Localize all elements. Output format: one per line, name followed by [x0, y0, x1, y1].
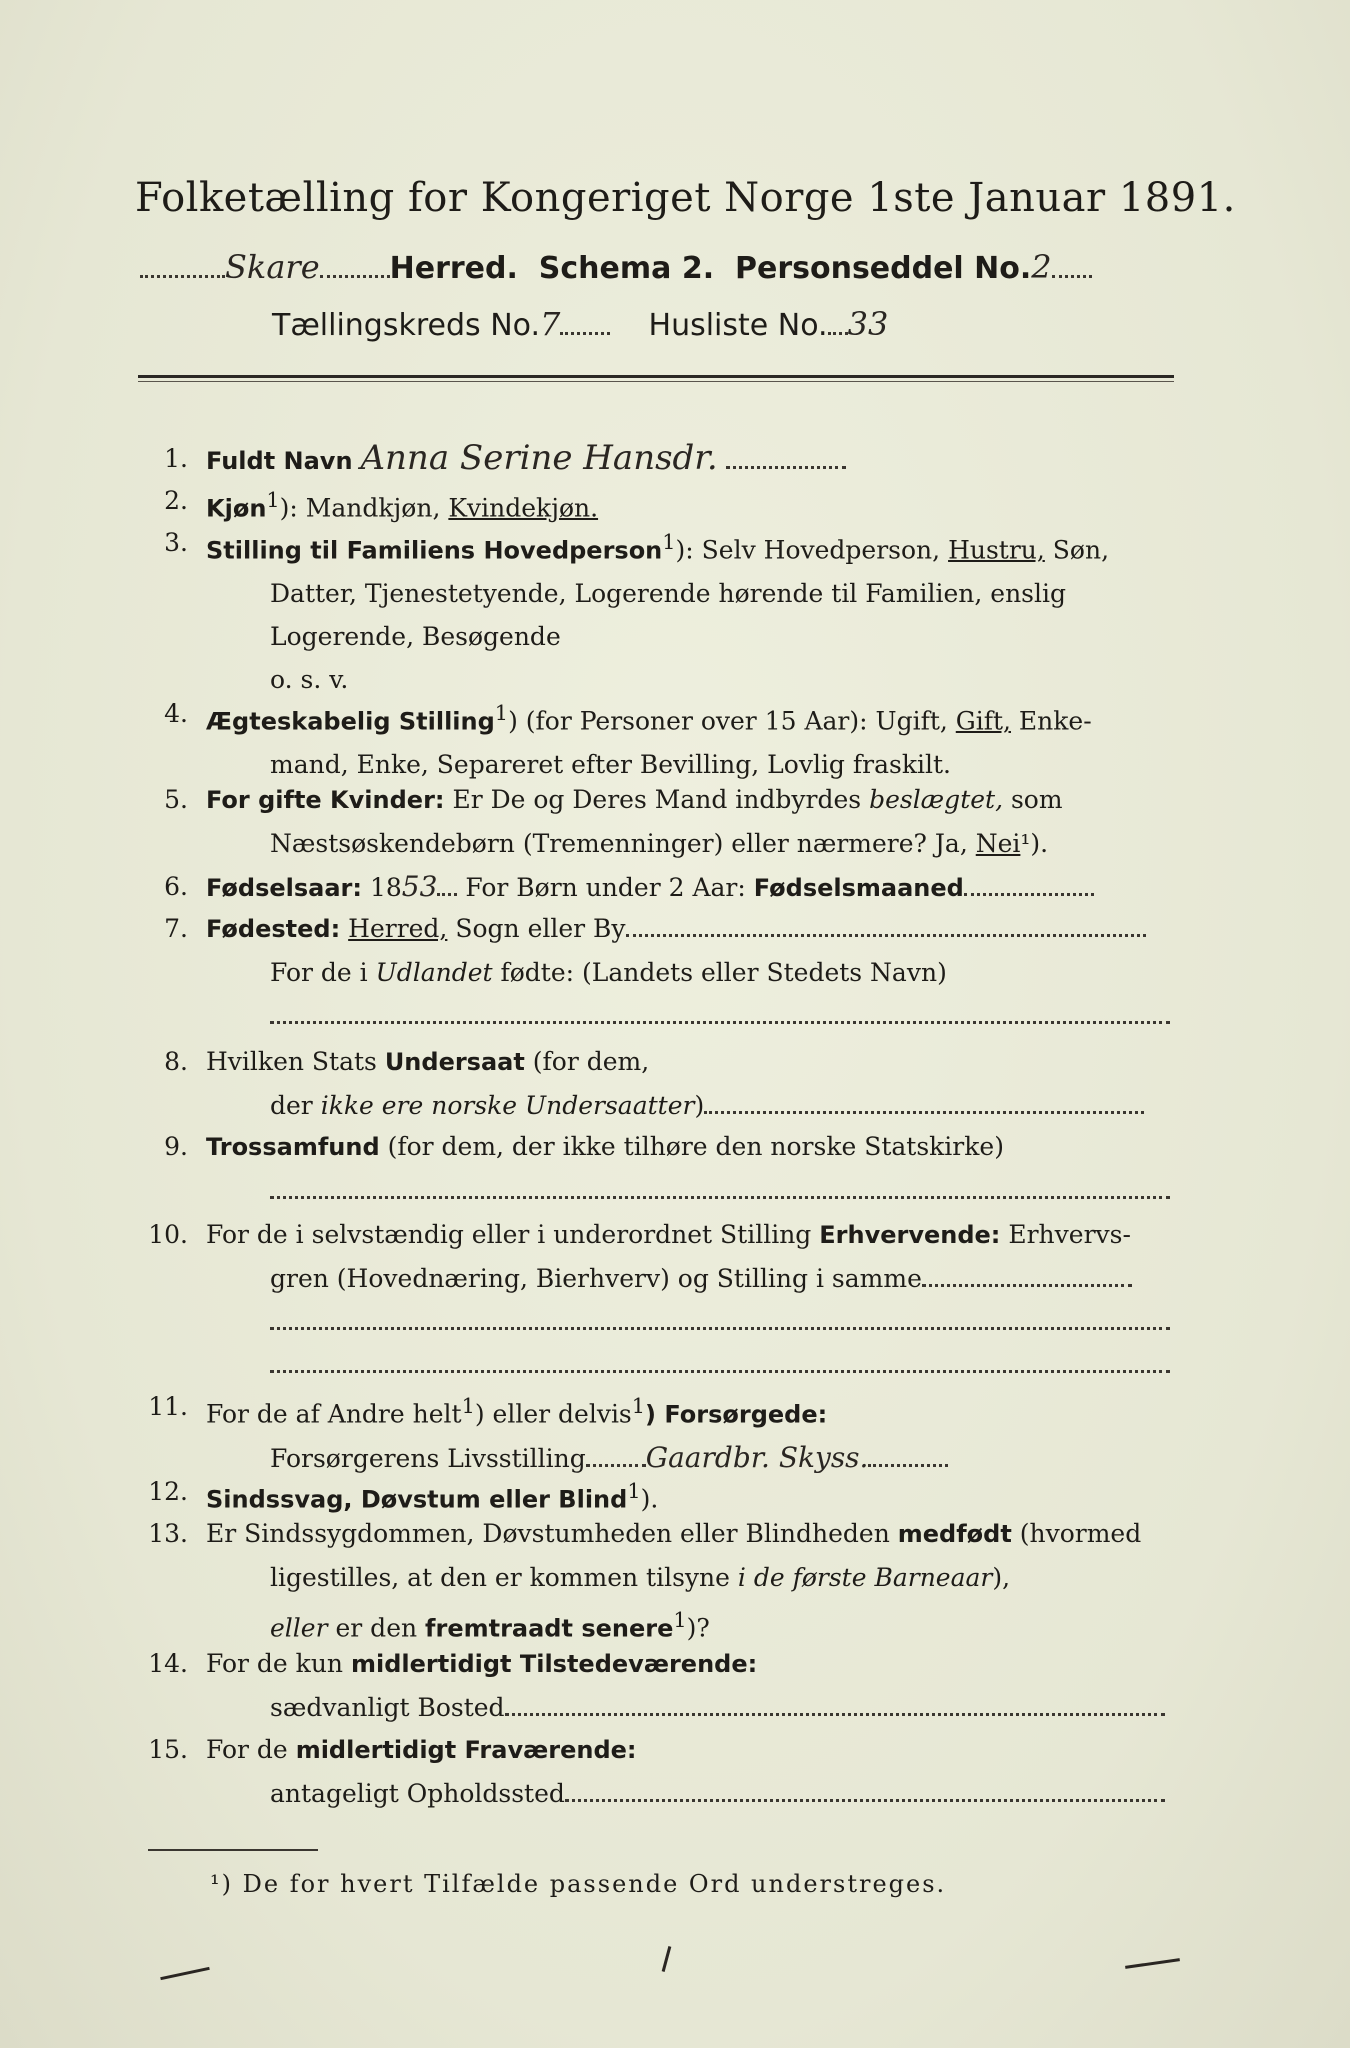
footnote-rule: [148, 1849, 318, 1851]
herred-label: Herred.: [389, 251, 518, 286]
header-rule: [138, 375, 1174, 378]
footnote: ¹) De for hvert Tilfælde passende Ord understreges.: [210, 1870, 947, 1898]
herred-value: Skare: [225, 248, 320, 286]
related-selected: Nei: [975, 829, 1021, 858]
husliste-value: 33: [847, 305, 889, 343]
supporter-occupation-value: Gaardbr. Skyss.: [645, 1441, 869, 1475]
full-name-value: Anna Serine Hansdr.: [360, 438, 718, 478]
pen-mark-left: [160, 1967, 210, 1980]
position-selected: Hustru,: [948, 535, 1045, 565]
census-form-sheet: Folketælling for Kongeriget Norge 1ste Januar 1891. Skare Herred. Schema 2. Personseddel No.2 Tællingskreds No.7 Husliste No. 33 1. Fuldt Navn Anna Serine Hansdr. 2. Kjøn$^1$): Mandkjøn, Kvindekjøn. 3. Stilling til Familiens Hovedperson$^1$): Selv Hovedperson, Hustru, Søn, Datter, Tjenestetyende, Logerende hørende til Familien, enslig Logerende, Besøgende o. s. v. 4. Ægteskabelig Stilling$^1$) (for Personer over 15 Aar): Ugift, Gift, Enke- mand, Enke, Separeret efter Bevilling, Lovlig fraskilt. 5. For gifte Kvinder: Er De og Deres Mand indbyrdes beslægtet, som Næstsøskendebørn (Tremenninger) eller nærmere? Ja, Nei¹). 6. Fødselsaar: 1853 For Børn under 2 Aar: Fødselsmaaned 7. Fødested: Herred, Sogn eller By For de i Udlandet fødte: (Landets eller Stedets Navn) 8. Hvilken Stats Undersaat (for dem, der ikke ere norske Undersaatter) 9. Trossamfund (for dem, der ikke tilhøre den norske Statskirke) 10. For de i selvstændig eller i underordnet Stilling Erhvervende: Erhvervs- gren (Hovednæring, Bierhverv) og Stilling i samme 11. For de af Andre helt$^1$) eller delvis$^1$) Forsørgede: Forsørgerens Livsstilling Gaardbr. Skyss. 12. Sindssvag, Døvstum eller Blind$^1$). 13. Er Sindssygdommen, Døvstumheden eller Blindheden medfødt (hvormed ligestilles, at den er kommen tilsyne i de første Barneaar), eller er den fremtraadt senere$^1$)? 14. For de kun midlertidigt Tilstedeværende: sædvanligt Bosted 15. For de midlertidigt Fraværende: antageligt Opholdssted ¹) De for hvert Tilfælde passende Ord understreges.: [0, 0, 1350, 2048]
marital-selected: Gift,: [955, 706, 1011, 736]
birth-year-value: 53: [401, 870, 438, 903]
form-title: Folketælling for Kongeriget Norge 1ste Januar 1891.: [135, 175, 1236, 221]
birthplace-selected: Herred,: [348, 914, 448, 943]
husliste-label: Husliste No.: [648, 308, 828, 343]
kreds-label: Tællingskreds No.: [272, 308, 540, 343]
pen-mark-center: [662, 1946, 672, 1972]
pen-mark-right: [1125, 1958, 1180, 1969]
header-line-2: [272, 305, 888, 343]
sex-selected: Kvindekjøn.: [448, 493, 599, 523]
header-rule-thin: [138, 381, 1174, 382]
personseddel-value: 2: [1031, 248, 1052, 286]
schema-label: Schema 2.: [538, 251, 715, 286]
kreds-value: 7: [540, 305, 561, 343]
personseddel-label: Personseddel No.: [734, 251, 1032, 286]
header-line-1: [140, 248, 1092, 286]
